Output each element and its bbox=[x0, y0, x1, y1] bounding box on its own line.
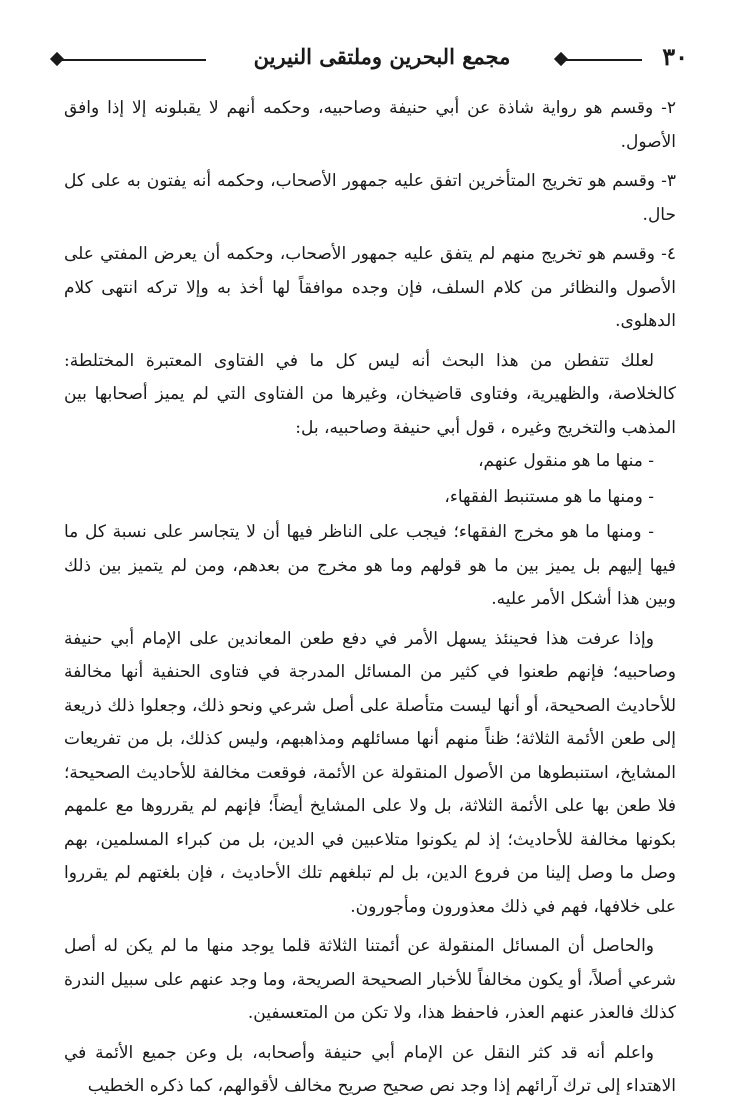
book-title: مجمع البحرين وملتقى النيرين bbox=[253, 44, 511, 69]
paragraph-conclusion: والحاصل أن المسائل المنقولة عن أئمتنا الثلاثة قلما يوجد منها ما لم يكن له أصل شرعي أصلاً، أو يكون مخالفاً للأخبار الصحيحة الصريحة، وما وجد عنهم على سبيل الندرة كذلك فالعذر عنهم العذر، فاحفظ هذا، ولا تكن من المتعسفين. bbox=[64, 936, 676, 1023]
dash-item-mustanbat: - ومنها ما هو مستنبط الفقهاء، bbox=[444, 486, 654, 507]
page-header bbox=[30, 40, 688, 80]
dash-item-manqul: - منها ما هو منقول عنهم، bbox=[478, 451, 654, 471]
paragraph-item-2: ٢- وقسم هو رواية شاذة عن أبي حنيفة وصاحبيه، وحكمه أنهم لا يقبلونه إلا إذا وافق الأصول. bbox=[64, 98, 676, 152]
header-rule bbox=[562, 59, 642, 61]
dash-item-mukharraj: - ومنها ما هو مخرج الفقهاء؛ فيجب على الناظر فيها أن لا يتجاسر على نسبة كل ما فيها إليهم بل يميز بين ما هو قولهم وما هو مخرج من بعدهم، ومن لم يتميز بين ذلك وبين هذا أشكل الأمر عليه. bbox=[64, 522, 676, 609]
paragraph-imams: واعلم أنه قد كثر النقل عن الإمام أبي حنيفة وأصحابه، بل وعن جميع الأئمة في الاهتداء إلى ترك آرائهم إذا وجد نص صحيح صريح مخالف لأقوالهم، كما ذكره الخطيب bbox=[64, 1042, 676, 1096]
paragraph-defense: وإذا عرفت هذا فحينئذ يسهل الأمر في دفع طعن المعاندين على الإمام أبي حنيفة وصاحبيه؛ فإنهم طعنوا في كثير من المسائل المدرجة في فتاوى الحنفية أنها مخالفة للأحاديث الصحيحة، أو أنها ليست متأصلة على أصل شرعي ونحو ذلك، وجعلوا ذلك ذريعة إلى طعن الأئمة الثلاثة؛ ظناً منهم أنها مسائلهم ومذاهبهم، وليس كذلك، بل من تفريعات المشايخ، استنبطوها من الأصول المنقولة عن الأئمة، فوقعت مخالفة للأحاديث الصحيحة؛ فلا طعن بها على الأئمة الثلاثة، بل ولا على المشايخ أيضاً؛ فإنهم لم يقرروها مع علمهم بكونها مخالفة للأحاديث؛ إذ لم يكونوا متلاعبين في الدين، بل من كبراء المسلمين، بهم وصل ما وصل إلينا من فروع الدين، بل لم تبلغهم تلك الأحاديث ، فإن بلغتهم لم يقرروا على خلافها، فهم في ذلك معذورون ومأجورون. bbox=[64, 628, 676, 917]
paragraph-item-3: ٣- وقسم هو تخريج المتأخرين اتفق عليه جمهور الأصحاب، وحكمه أنه يفتون به على كل حال. bbox=[64, 171, 676, 225]
page-number: ٣٠ bbox=[662, 42, 688, 71]
paragraph-item-4: ٤- وقسم هو تخريج منهم لم يتفق عليه جمهور الأصحاب، وحكمه أن يعرض المفتي على الأصول والنظائر من كلام السلف، فإن وجده موافقاً لها أخذ به وإلا تركه انتهى كلام الدهلوى. bbox=[64, 244, 676, 331]
page-body bbox=[64, 92, 676, 1110]
header-rule bbox=[56, 59, 206, 61]
diamond-ornament-icon bbox=[50, 52, 64, 66]
paragraph-fatawa: لعلك تتفطن من هذا البحث أنه ليس كل ما في الفتاوى المعتبرة المختلطة: كالخلاصة، والظهيرية، وفتاوى قاضيخان، وغيرها من الفتاوى التي لم يميز أصحابها بين المذهب والتخريج وغيره ، قول أبي حنيفة وصاحبيه، بل: bbox=[64, 350, 676, 438]
